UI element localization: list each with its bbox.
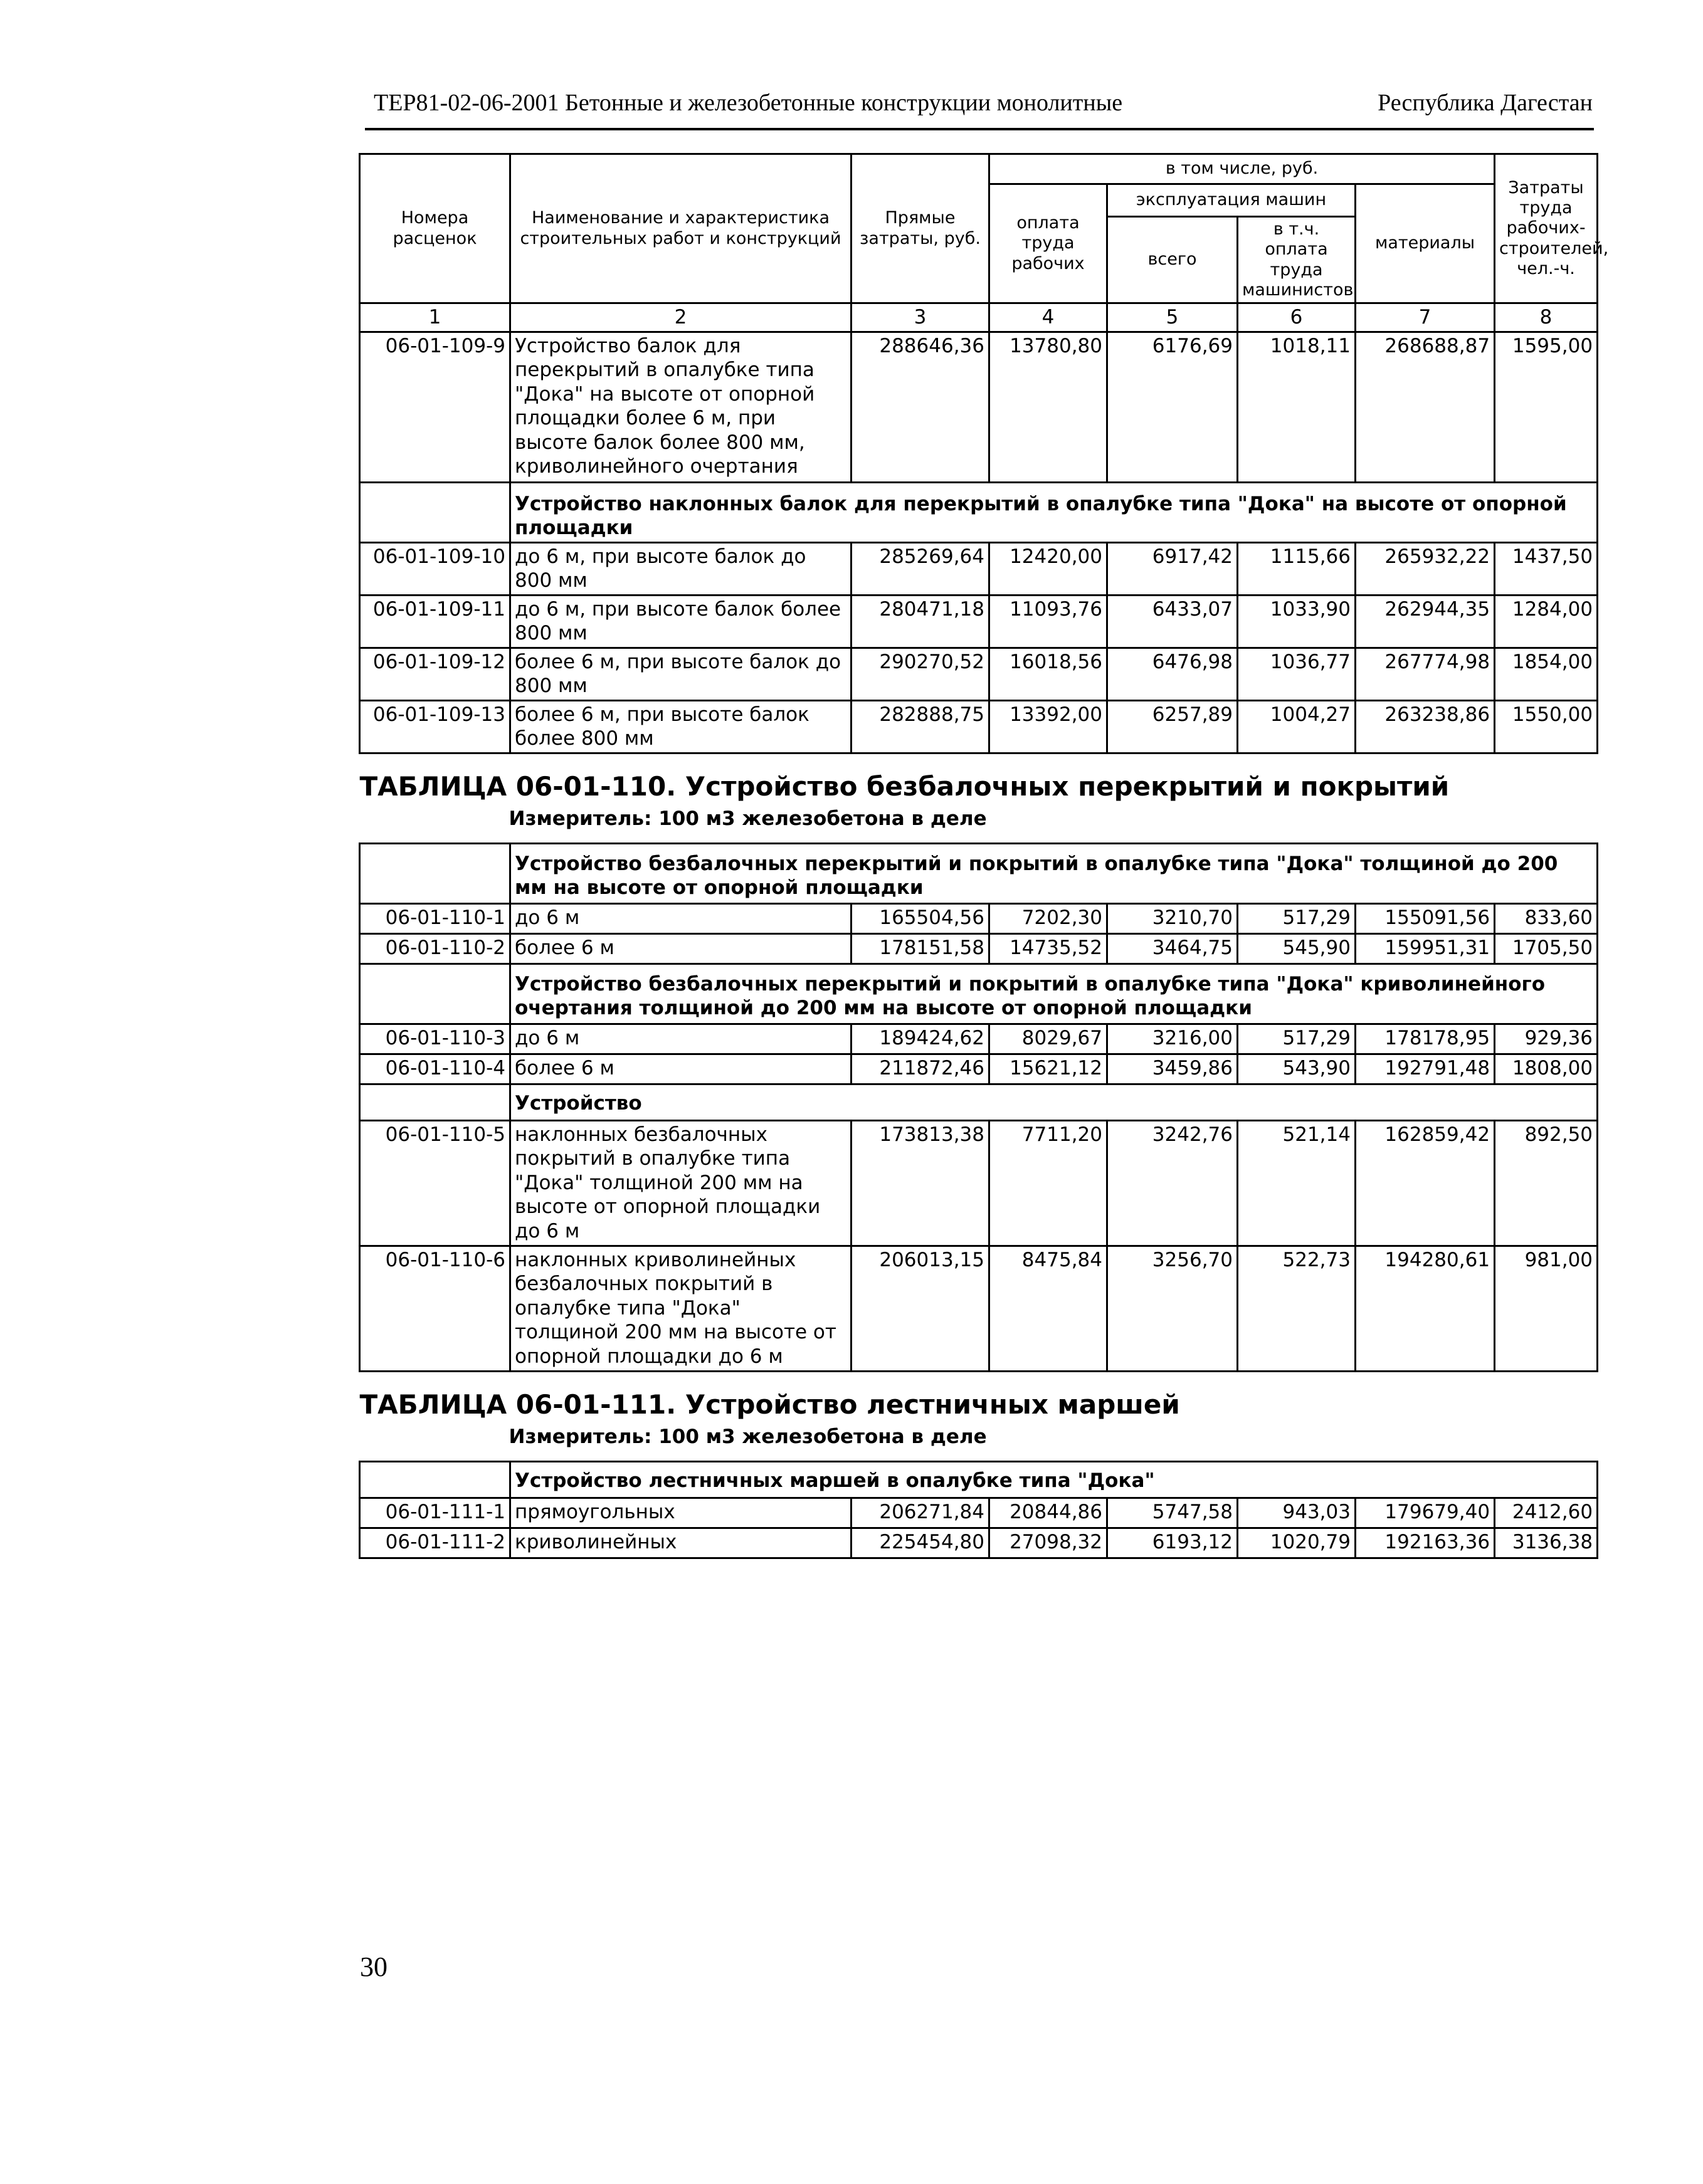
worker-wages: 8029,67 [989, 1024, 1107, 1054]
worker-wages: 8475,84 [989, 1246, 1107, 1371]
direct-costs: 178151,58 [852, 933, 989, 963]
col-number: 2 [510, 303, 852, 332]
work-description: более 6 м, при высоте балок до 800 мм [510, 648, 852, 700]
machines-total: 6176,69 [1107, 332, 1238, 483]
rate-code: 06-01-109-12 [360, 648, 510, 700]
labor-hours: 1550,00 [1495, 700, 1598, 753]
table-row [360, 595, 1598, 648]
operator-wages: 1115,66 [1238, 542, 1356, 595]
measurement-unit: Измеритель: 100 м3 железобетона в деле [509, 807, 987, 830]
work-description: наклонных криволинейных безбалочных покрытий в опалубке типа "Дока" толщиной 200 мм на высоте от опорной площадки до 6 м [510, 1246, 852, 1371]
section-heading: Устройство [510, 1084, 1598, 1120]
operator-wages: 1036,77 [1238, 648, 1356, 700]
materials: 263238,86 [1356, 700, 1495, 753]
col-header-code: Номера расценок [360, 154, 510, 303]
table-row [360, 332, 1598, 483]
machines-total: 3459,86 [1107, 1054, 1238, 1084]
machines-total: 3256,70 [1107, 1246, 1238, 1371]
table-row [360, 1528, 1598, 1558]
work-description: более 6 м [510, 933, 852, 963]
table-row [360, 1498, 1598, 1528]
worker-wages: 20844,86 [989, 1498, 1107, 1528]
direct-costs: 290270,52 [852, 648, 989, 700]
labor-hours: 1284,00 [1495, 595, 1598, 648]
rate-code: 06-01-109-11 [360, 595, 510, 648]
operator-wages: 517,29 [1238, 903, 1356, 933]
rates-table [359, 153, 1609, 1559]
col-number: 3 [852, 303, 989, 332]
machines-total: 3464,75 [1107, 933, 1238, 963]
worker-wages: 12420,00 [989, 542, 1107, 595]
machines-total: 6917,42 [1107, 542, 1238, 595]
materials: 192791,48 [1356, 1054, 1495, 1084]
machines-total: 3216,00 [1107, 1024, 1238, 1054]
direct-costs: 189424,62 [852, 1024, 989, 1054]
labor-hours: 1705,50 [1495, 933, 1598, 963]
work-description: прямоугольных [510, 1498, 852, 1528]
machines-total: 3242,76 [1107, 1120, 1238, 1246]
worker-wages: 13780,80 [989, 332, 1107, 483]
work-description: до 6 м [510, 903, 852, 933]
direct-costs: 211872,46 [852, 1054, 989, 1084]
table-row [360, 933, 1598, 963]
labor-hours: 1854,00 [1495, 648, 1598, 700]
rate-code: 06-01-109-9 [360, 332, 510, 483]
materials: 155091,56 [1356, 903, 1495, 933]
direct-costs: 173813,38 [852, 1120, 989, 1246]
direct-costs: 288646,36 [852, 332, 989, 483]
section-heading: Устройство наклонных балок для перекрытий в опалубке типа "Дока" на высоте от опорной площадки [510, 483, 1598, 543]
materials: 265932,22 [1356, 542, 1495, 595]
measurement-unit: Измеритель: 100 м3 железобетона в деле [509, 1425, 987, 1448]
direct-costs: 206013,15 [852, 1246, 989, 1371]
machines-total: 5747,58 [1107, 1498, 1238, 1528]
section-heading: Устройство лестничных маршей в опалубке типа "Дока" [510, 1461, 1598, 1498]
work-description: более 6 м, при высоте балок более 800 мм [510, 700, 852, 753]
labor-hours: 1808,00 [1495, 1054, 1598, 1084]
col-number: 1 [360, 303, 510, 332]
materials: 192163,36 [1356, 1528, 1495, 1558]
rate-code: 06-01-110-4 [360, 1054, 510, 1084]
work-description: криволинейных [510, 1528, 852, 1558]
table-row [360, 1120, 1598, 1246]
region-name: Республика Дагестан [1378, 90, 1593, 116]
labor-hours: 1437,50 [1495, 542, 1598, 595]
rate-code: 06-01-110-2 [360, 933, 510, 963]
work-description: Устройство балок для перекрытий в опалубке типа "Дока" на высоте от опорной площадки более 6 м, при высоте балок более 800 мм, криволинейного очертания [510, 332, 852, 483]
operator-wages: 543,90 [1238, 1054, 1356, 1084]
direct-costs: 282888,75 [852, 700, 989, 753]
labor-hours: 1595,00 [1495, 332, 1598, 483]
col-header-including: в том числе, руб. [989, 154, 1495, 184]
machines-total: 6257,89 [1107, 700, 1238, 753]
materials: 194280,61 [1356, 1246, 1495, 1371]
operator-wages: 1004,27 [1238, 700, 1356, 753]
work-description: до 6 м [510, 1024, 852, 1054]
work-description: наклонных безбалочных покрытий в опалубке типа "Дока" толщиной 200 мм на высоте от опорной площадки до 6 м [510, 1120, 852, 1246]
section-heading: Устройство безбалочных перекрытий и покрытий в опалубке типа "Дока" криволинейного очертания толщиной до 200 мм на высоте от опорной площадки [510, 963, 1598, 1024]
materials: 162859,42 [1356, 1120, 1495, 1246]
table-row [360, 700, 1598, 753]
labor-hours: 3136,38 [1495, 1528, 1598, 1558]
direct-costs: 165504,56 [852, 903, 989, 933]
col-number: 6 [1238, 303, 1356, 332]
col-number: 7 [1356, 303, 1495, 332]
rate-code: 06-01-111-2 [360, 1528, 510, 1558]
direct-costs: 206271,84 [852, 1498, 989, 1528]
rate-code: 06-01-110-6 [360, 1246, 510, 1371]
header-divider [365, 128, 1594, 130]
worker-wages: 7711,20 [989, 1120, 1107, 1246]
operator-wages: 545,90 [1238, 933, 1356, 963]
table-row [360, 1246, 1598, 1371]
rate-code: 06-01-110-5 [360, 1120, 510, 1246]
labor-hours: 833,60 [1495, 903, 1598, 933]
table-row [360, 1024, 1598, 1054]
operator-wages: 521,14 [1238, 1120, 1356, 1246]
table-row [360, 903, 1598, 933]
operator-wages: 517,29 [1238, 1024, 1356, 1054]
materials: 268688,87 [1356, 332, 1495, 483]
materials: 267774,98 [1356, 648, 1495, 700]
col-number: 5 [1107, 303, 1238, 332]
machines-total: 3210,70 [1107, 903, 1238, 933]
rate-code: 06-01-109-10 [360, 542, 510, 595]
labor-hours: 2412,60 [1495, 1498, 1598, 1528]
materials: 178178,95 [1356, 1024, 1495, 1054]
worker-wages: 14735,52 [989, 933, 1107, 963]
direct-costs: 280471,18 [852, 595, 989, 648]
table-title: ТАБЛИЦА 06-01-111. Устройство лестничных маршей [359, 1389, 1180, 1420]
direct-costs: 225454,80 [852, 1528, 989, 1558]
rate-code: 06-01-109-13 [360, 700, 510, 753]
worker-wages: 13392,00 [989, 700, 1107, 753]
labor-hours: 981,00 [1495, 1246, 1598, 1371]
worker-wages: 16018,56 [989, 648, 1107, 700]
worker-wages: 7202,30 [989, 903, 1107, 933]
work-description: до 6 м, при высоте балок более 800 мм [510, 595, 852, 648]
col-header-operator-wages: в т.ч. оплата труда машинистов [1238, 217, 1356, 303]
col-header-machines: эксплуатация машин [1107, 184, 1356, 217]
document-title: ТЕР81-02-06-2001 Бетонные и железобетонные конструкции монолитные [374, 90, 1123, 116]
worker-wages: 27098,32 [989, 1528, 1107, 1558]
operator-wages: 943,03 [1238, 1498, 1356, 1528]
materials: 159951,31 [1356, 933, 1495, 963]
page-header [359, 85, 1593, 123]
work-description: более 6 м [510, 1054, 852, 1084]
materials: 179679,40 [1356, 1498, 1495, 1528]
labor-hours: 892,50 [1495, 1120, 1598, 1246]
table-row [360, 648, 1598, 700]
col-header-direct-costs: Прямые затраты, руб. [852, 154, 989, 303]
table-title: ТАБЛИЦА 06-01-110. Устройство безбалочных перекрытий и покрытий [359, 770, 1450, 802]
col-number: 4 [989, 303, 1107, 332]
table-row [360, 1054, 1598, 1084]
table-row [360, 542, 1598, 595]
direct-costs: 285269,64 [852, 542, 989, 595]
col-header-machines-total: всего [1107, 217, 1238, 303]
work-description: до 6 м, при высоте балок до 800 мм [510, 542, 852, 595]
operator-wages: 1033,90 [1238, 595, 1356, 648]
materials: 262944,35 [1356, 595, 1495, 648]
rate-code: 06-01-111-1 [360, 1498, 510, 1528]
section-heading: Устройство безбалочных перекрытий и покрытий в опалубке типа "Дока" толщиной до 200 мм на высоте от опорной площадки [510, 843, 1598, 903]
col-header-name: Наименование и характеристика строительных работ и конструкций [510, 154, 852, 303]
operator-wages: 1018,11 [1238, 332, 1356, 483]
machines-total: 6433,07 [1107, 595, 1238, 648]
col-header-materials: материалы [1356, 184, 1495, 303]
machines-total: 6476,98 [1107, 648, 1238, 700]
col-header-labor-hours: Затраты труда рабочих-строителей, чел.-ч. [1495, 154, 1598, 303]
col-header-wages: оплата труда рабочих [989, 184, 1107, 303]
page-number: 30 [360, 1951, 388, 1982]
rate-code: 06-01-110-1 [360, 903, 510, 933]
worker-wages: 15621,12 [989, 1054, 1107, 1084]
worker-wages: 11093,76 [989, 595, 1107, 648]
machines-total: 6193,12 [1107, 1528, 1238, 1558]
operator-wages: 522,73 [1238, 1246, 1356, 1371]
labor-hours: 929,36 [1495, 1024, 1598, 1054]
operator-wages: 1020,79 [1238, 1528, 1356, 1558]
col-number: 8 [1495, 303, 1598, 332]
rate-code: 06-01-110-3 [360, 1024, 510, 1054]
